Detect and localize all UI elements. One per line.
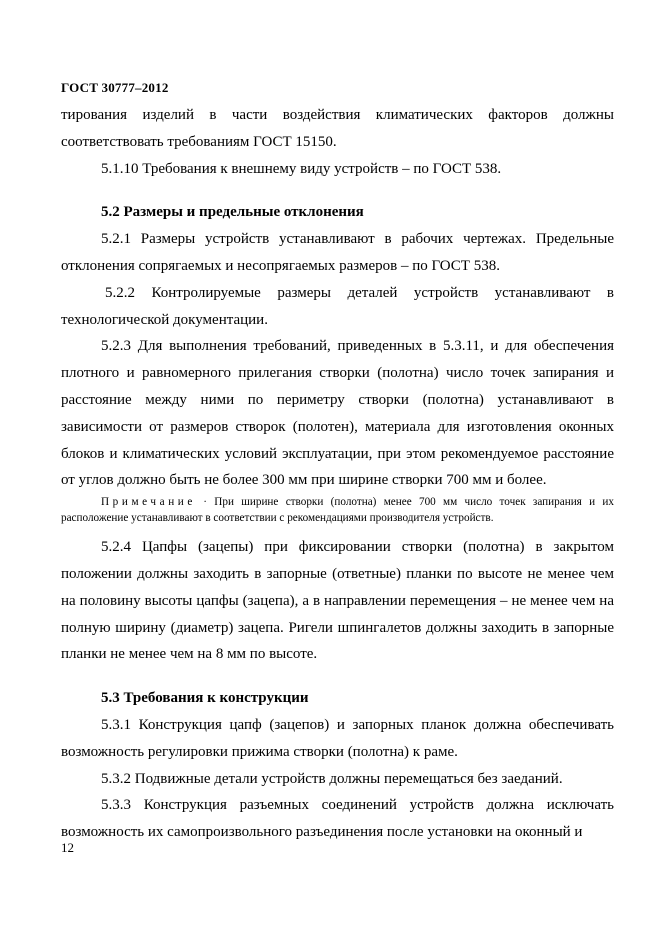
paragraph-continuation: тирования изделий в части воздействия климатических факторов должны соответствовать требованиям ГОСТ 15150. (61, 107, 614, 150)
note-label: Примечание (101, 496, 196, 509)
paragraph-5-3-2: 5.3.2 Подвижные детали устройств должны перемещаться без заеданий. (101, 770, 563, 787)
document-body (61, 102, 614, 846)
paragraph-5-3-1: 5.3.1 Конструкция цапф (зацепов) и запорных планок должна обеспечивать возможность регулировки прижима створки (полотна) к раме. (61, 716, 614, 760)
paragraph-5-3-3: 5.3.3 Конструкция разъемных соединений устройств должна исключать возможность их самопроизвольного разъединения после установки на оконный и (61, 797, 614, 841)
paragraph-5-1-10: 5.1.10 Требования к внешнему виду устройств – по ГОСТ 538. (101, 160, 502, 177)
standard-header: ГОСТ 30777–2012 (61, 80, 169, 95)
section-heading-5-3: 5.3 Требования к конструкции (101, 690, 309, 707)
paragraph-5-2-2: 5.2.2 Контролируемые размеры деталей устройств устанавливают в технологической документации. (61, 284, 614, 328)
paragraph-5-2-4: 5.2.4 Цапфы (зацепы) при фиксировании створки (полотна) в закрытом положении должны заходить в запорные (ответные) планки по высоте не менее чем на половину высоты цапфы (зацепа), а в направлении перемещения – не менее чем на полную ширину (диаметр) зацепа. Ригели шпингалетов должны заходить в запорные планки не менее чем на 8 мм по высоте. (61, 539, 614, 663)
paragraph-5-2-3: 5.2.3 Для выполнения требований, приведенных в 5.3.11, и для обеспечения плотного и равномерного прилегания створки (полотна) число точек запирания и расстояние между ними по периметру створки (полотна) устанавливают в зависимости от размеров створок (полотен), материала для изготовления оконных блоков и климатических условий эксплуатации, при этом рекомендуемое расстояние от углов должно быть не более 300 мм при ширине створки 700 мм и более. (61, 338, 614, 489)
section-heading-5-2: 5.2 Размеры и предельные отклонения (101, 204, 364, 221)
note-text: При ширине створки (полотна) менее 700 мм число точек запирания и их расположение устанавливают в соответствии с рекомендациями производителя устройств. (61, 496, 614, 524)
paragraph-5-2-1: 5.2.1 Размеры устройств устанавливают в рабочих чертежах. Предельные отклонения сопрягаемых и несопрягаемых размеров – по ГОСТ 538. (61, 231, 614, 274)
note (61, 495, 614, 526)
page-number: 12 (61, 840, 74, 855)
note-separator: · (195, 496, 215, 509)
